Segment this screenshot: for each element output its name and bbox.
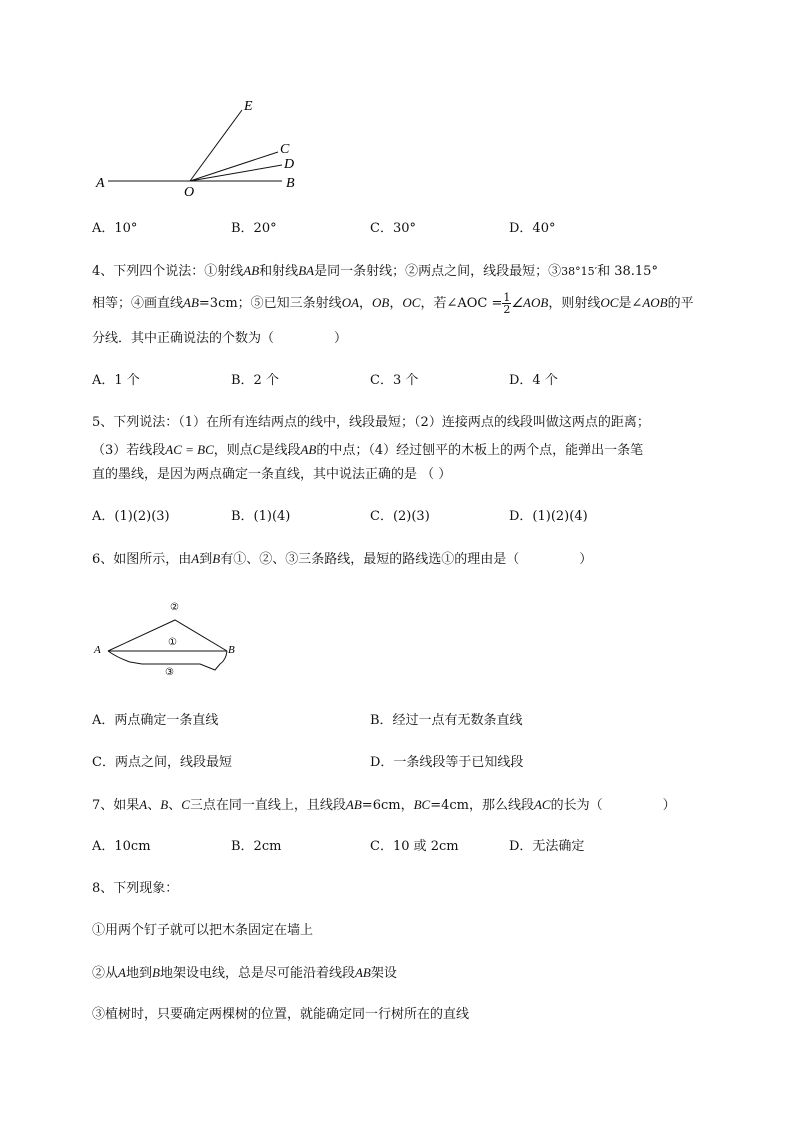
q5-line3: 直的墨线，是因为两点确定一条直线，其中说法正确的是 （ ） [92,467,452,482]
route-label-3: ③ [165,667,174,678]
q4-option-c: C．3 个 [370,373,419,388]
q7-question: 7、如果A、B、C三点在同一直线上，且线段AB=6cm，BC=4cm，那么线段AC的长为（ ） [92,797,676,813]
ray-od [190,165,282,181]
q3-option-c: C．30° [370,221,416,236]
route-label-b: B [228,644,235,656]
q8-item-1: ①用两个钉子就可以把木条固定在墙上 [92,923,314,938]
q5-option-b: B．(1)(4) [231,509,291,524]
q7-option-c: C．10 或 2cm [370,839,459,854]
q6-option-d: D．一条线段等于已知线段 [370,755,524,770]
q8-title: 8、下列现象： [92,881,179,896]
ray-oc [190,152,278,181]
q6-option-b: B．经过一点有无数条直线 [370,713,523,728]
q5-option-d: D．(1)(2)(4) [509,509,588,524]
q6-question: 6、如图所示，由A到B有①、②、③三条路线，最短的路线选①的理由是（ ） [92,551,593,567]
q6-option-a: A．两点确定一条直线 [92,713,219,728]
q7-option-d: D．无法确定 [509,839,585,854]
q5-line2: （3）若线段AC = BC，则点C是线段AB的中点；（4）经过刨平的木板上的两个点，能弹出一条笔 [92,442,644,458]
q8-item-3: ③植树时，只要确定两棵树的位置，就能确定同一行树所在的直线 [92,1007,470,1022]
fraction-half: $\frac{1}{2}$ [503,291,511,316]
q4-option-d: D．4 个 [509,373,558,388]
q7-option-a: A．10cm [92,839,151,854]
q8-item-2: ②从A地到B地架设电线，总是尽可能沿着线段AB架设 [92,965,397,981]
q6-option-c: C．两点之间，线段最短 [92,755,232,770]
route-label-a: A [94,644,101,656]
q5-line1: 5、下列说法：（1）在所有连结两点的线中，线段最短；（2）连接两点的线段叫做这两点的距离； [92,415,650,430]
label-d: D [284,157,295,172]
q7-option-b: B．2cm [231,839,282,854]
label-e: E [244,99,253,114]
q4-line2: 相等；④画直线AB=3cm；⑤已知三条射线OA，OB，OC，若∠AOC = $\frac{1}{2}$ ∠AOB，则射线OC是∠AOB的平 [92,291,694,316]
q3-option-b: B．20° [231,221,277,236]
label-a: A [96,176,105,191]
q4-option-b: B．2 个 [231,373,279,388]
q4-option-a: A．1 个 [92,373,140,388]
route-label-2: ② [170,602,179,613]
route-figure [90,598,250,678]
ray-oe [190,110,242,181]
q4-line1: 4、下列四个说法：①射线AB和射线BA是同一条射线；②两点之间，线段最短；③38°15′和 38.15° [92,263,658,279]
q4-line3: 分线．其中正确说法的个数为（ ） [92,331,348,346]
q3-option-a: A．10° [92,221,138,236]
angle-figure [90,95,310,205]
label-o: O [184,185,195,200]
route-label-1: ① [168,637,177,648]
q5-option-c: C．(2)(3) [370,509,430,524]
q5-option-a: A．(1)(2)(3) [92,509,170,524]
label-b: B [286,176,295,191]
q3-option-d: D．40° [509,221,556,236]
label-c: C [280,142,290,157]
